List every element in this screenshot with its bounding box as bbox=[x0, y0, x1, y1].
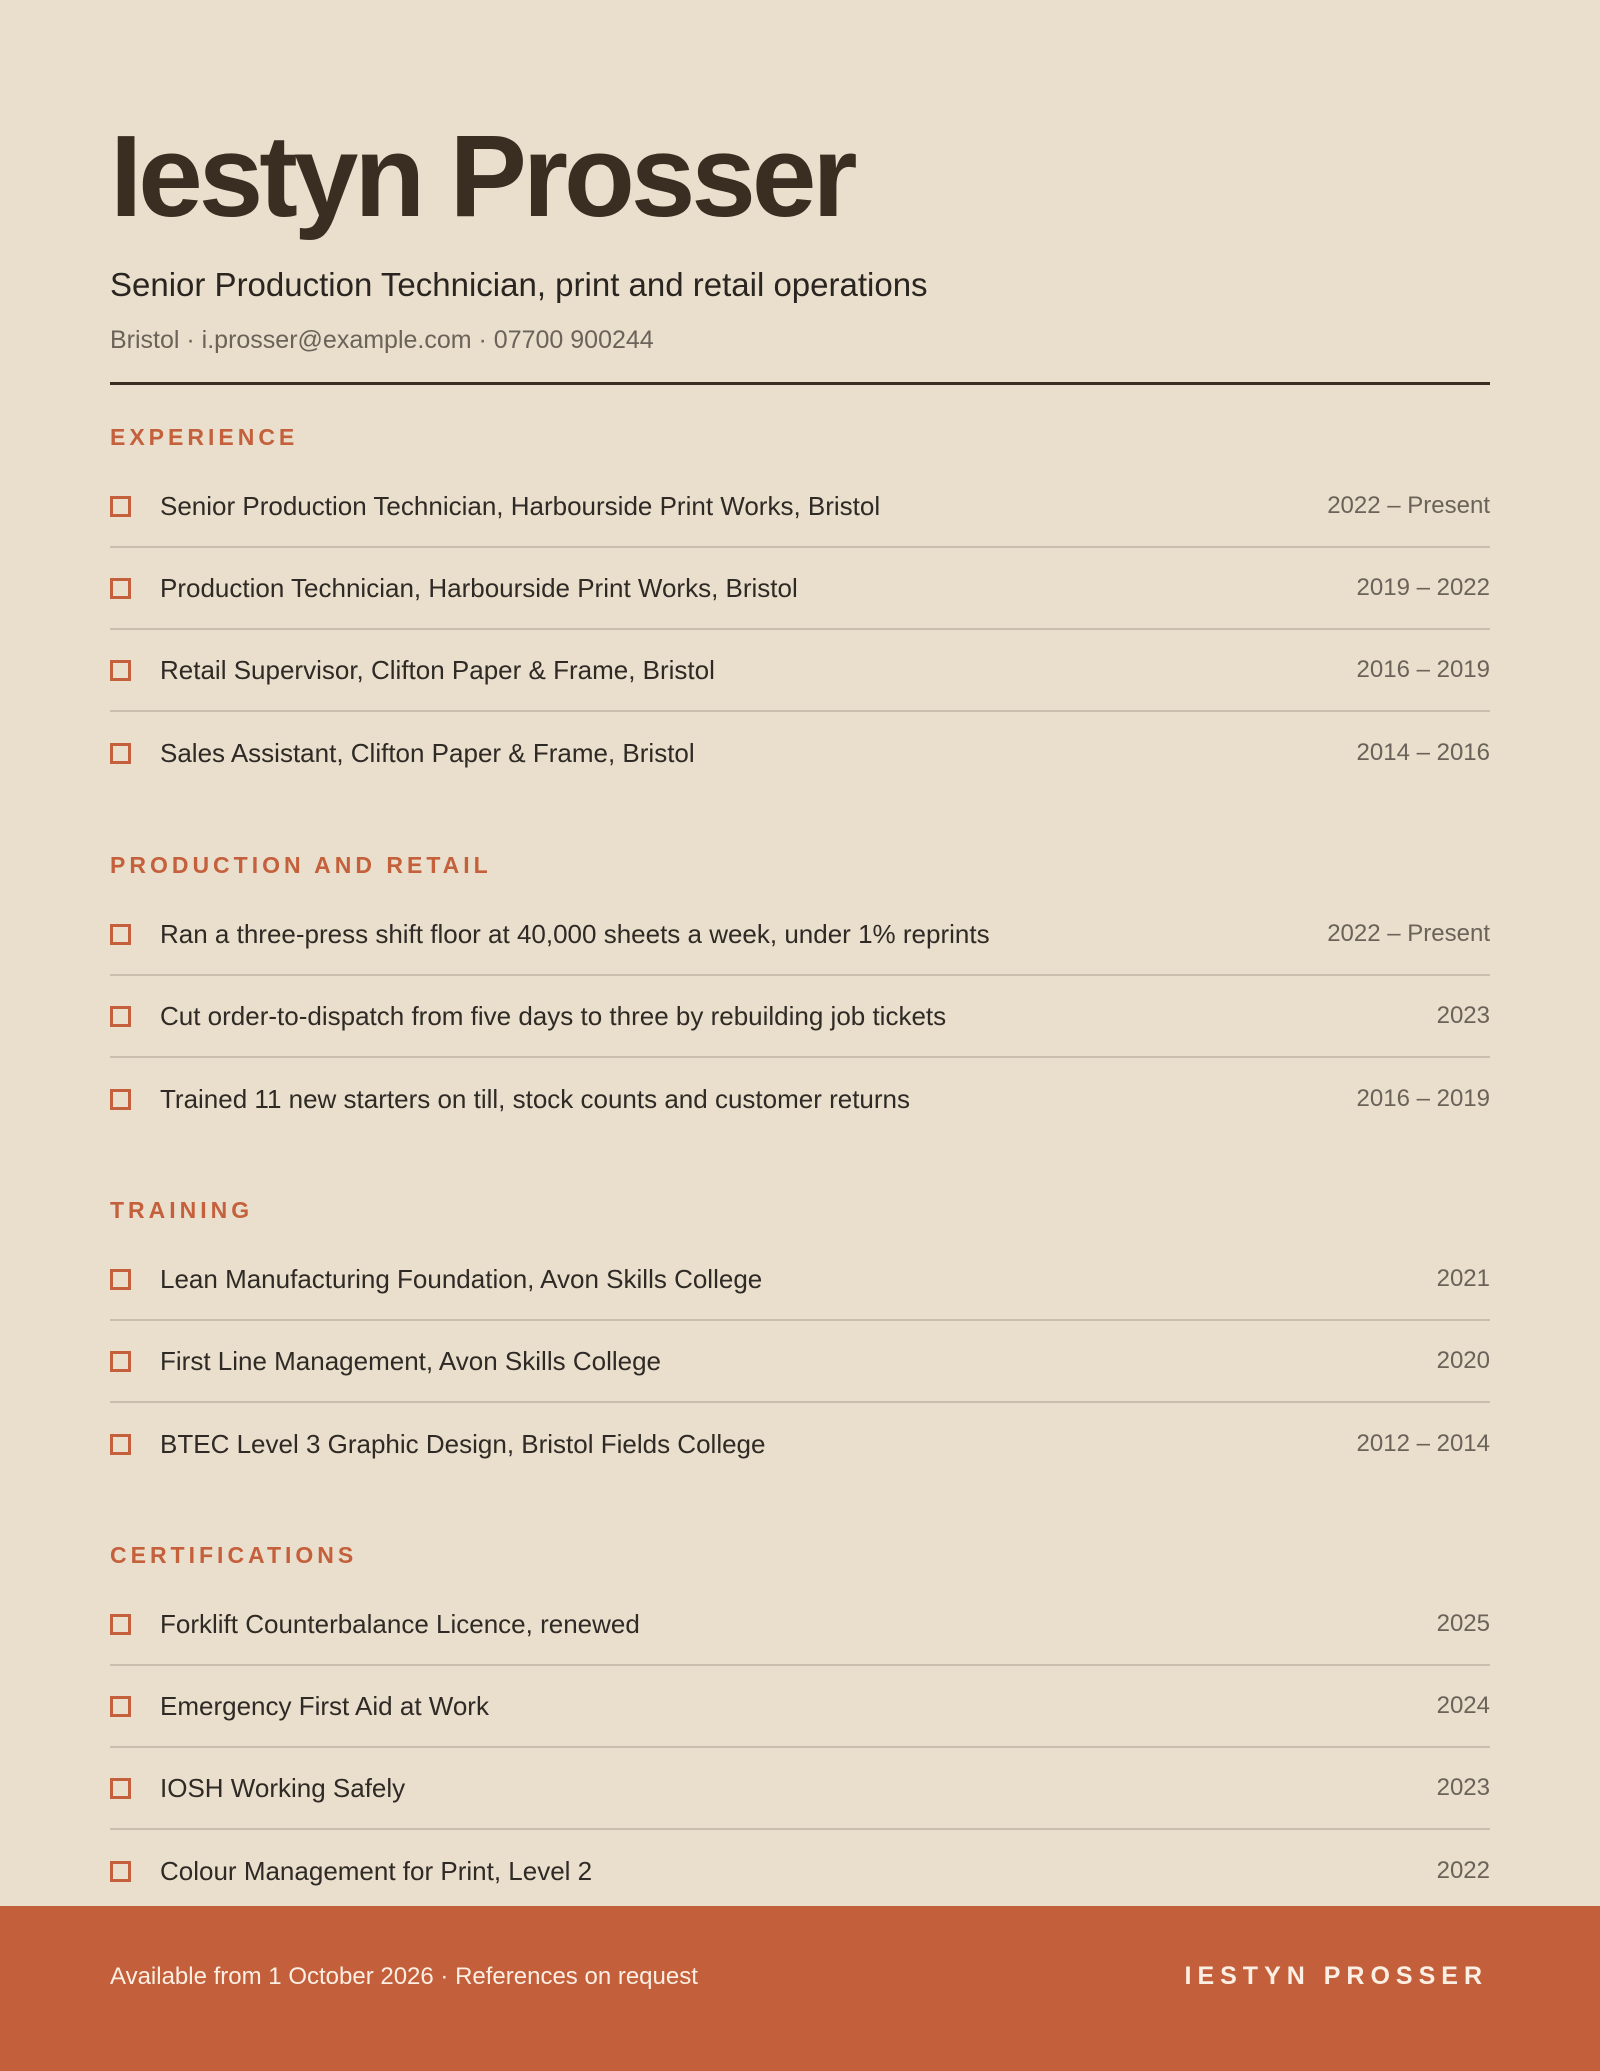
checkbox-icon[interactable] bbox=[110, 1614, 131, 1635]
list-item bbox=[110, 1239, 1490, 1321]
item-text: IOSH Working Safely bbox=[160, 1772, 406, 1803]
item-date: 2024 bbox=[1436, 1692, 1490, 1719]
candidate-role: Senior Production Technician, print and retail operations bbox=[110, 266, 928, 303]
list-item bbox=[110, 630, 1490, 712]
section-title: TRAINING bbox=[110, 1197, 254, 1223]
list-item bbox=[110, 1666, 1490, 1748]
list-item bbox=[110, 1748, 1490, 1830]
section-title: EXPERIENCE bbox=[110, 424, 299, 450]
item-text: BTEC Level 3 Graphic Design, Bristol Fields College bbox=[160, 1428, 766, 1459]
item-text: Colour Management for Print, Level 2 bbox=[160, 1855, 593, 1886]
item-date: 2020 bbox=[1436, 1347, 1490, 1374]
item-text: Cut order-to-dispatch from five days to three by rebuilding job tickets bbox=[160, 1000, 947, 1031]
item-date: 2023 bbox=[1436, 1002, 1490, 1029]
item-date: 2012 – 2014 bbox=[1356, 1430, 1490, 1457]
item-text: First Line Management, Avon Skills College bbox=[160, 1345, 661, 1376]
contact-line: Bristol · i.prosser@example.com · 07700 900244 bbox=[110, 326, 654, 354]
item-text: Emergency First Aid at Work bbox=[160, 1690, 489, 1721]
item-text: Retail Supervisor, Clifton Paper & Frame, Bristol bbox=[160, 654, 715, 685]
item-date: 2021 bbox=[1436, 1265, 1490, 1292]
footer-band bbox=[0, 1906, 1600, 2071]
item-text: Forklift Counterbalance Licence, renewed bbox=[160, 1608, 640, 1639]
list-item bbox=[110, 1830, 1490, 1912]
list-item bbox=[110, 548, 1490, 630]
section-title: CERTIFICATIONS bbox=[110, 1542, 358, 1568]
item-date: 2022 bbox=[1436, 1857, 1490, 1884]
item-text: Lean Manufacturing Foundation, Avon Skills College bbox=[160, 1263, 763, 1294]
list-item bbox=[110, 466, 1490, 548]
item-date: 2019 – 2022 bbox=[1356, 574, 1490, 601]
list-item bbox=[110, 1403, 1490, 1485]
checkbox-icon[interactable] bbox=[110, 496, 131, 517]
item-date: 2023 bbox=[1436, 1774, 1490, 1801]
checkbox-icon[interactable] bbox=[110, 1351, 131, 1372]
checkbox-icon[interactable] bbox=[110, 1006, 131, 1027]
item-text: Production Technician, Harbourside Print Works, Bristol bbox=[160, 572, 798, 603]
list-item bbox=[110, 1584, 1490, 1666]
checkbox-icon[interactable] bbox=[110, 1089, 131, 1110]
item-date: 2016 – 2019 bbox=[1356, 656, 1490, 683]
list-item bbox=[110, 976, 1490, 1058]
section-title: PRODUCTION AND RETAIL bbox=[110, 852, 492, 878]
checkbox-icon[interactable] bbox=[110, 578, 131, 599]
item-date: 2022 – Present bbox=[1327, 492, 1490, 519]
checkbox-icon[interactable] bbox=[110, 1696, 131, 1717]
item-text: Sales Assistant, Clifton Paper & Frame, Bristol bbox=[160, 737, 695, 768]
list-item bbox=[110, 1058, 1490, 1140]
candidate-name: Iestyn Prosser bbox=[110, 111, 854, 241]
checkbox-icon[interactable] bbox=[110, 1861, 131, 1882]
checkbox-icon[interactable] bbox=[110, 660, 131, 681]
availability-note: Available from 1 October 2026 · References on request bbox=[110, 1963, 698, 1990]
item-text: Senior Production Technician, Harbourside Print Works, Bristol bbox=[160, 490, 881, 521]
item-text: Ran a three-press shift floor at 40,000 sheets a week, under 1% reprints bbox=[160, 918, 990, 949]
section-certifications bbox=[110, 1544, 1490, 1912]
section-training bbox=[110, 1199, 1490, 1485]
checkbox-icon[interactable] bbox=[110, 924, 131, 945]
header-divider bbox=[110, 382, 1490, 385]
section-experience bbox=[110, 426, 1490, 794]
item-text: Trained 11 new starters on till, stock counts and customer returns bbox=[160, 1083, 911, 1114]
list-item bbox=[110, 894, 1490, 976]
checkbox-icon[interactable] bbox=[110, 1434, 131, 1455]
item-date: 2016 – 2019 bbox=[1356, 1085, 1490, 1112]
section-production-retail bbox=[110, 854, 1490, 1140]
footer-name: IESTYN PROSSER bbox=[1184, 1962, 1488, 1990]
item-date: 2014 – 2016 bbox=[1356, 739, 1490, 766]
checkbox-icon[interactable] bbox=[110, 743, 131, 764]
checkbox-icon[interactable] bbox=[110, 1269, 131, 1290]
item-date: 2025 bbox=[1436, 1610, 1490, 1637]
list-item bbox=[110, 1321, 1490, 1403]
list-item bbox=[110, 712, 1490, 794]
item-date: 2022 – Present bbox=[1327, 920, 1490, 947]
checkbox-icon[interactable] bbox=[110, 1778, 131, 1799]
